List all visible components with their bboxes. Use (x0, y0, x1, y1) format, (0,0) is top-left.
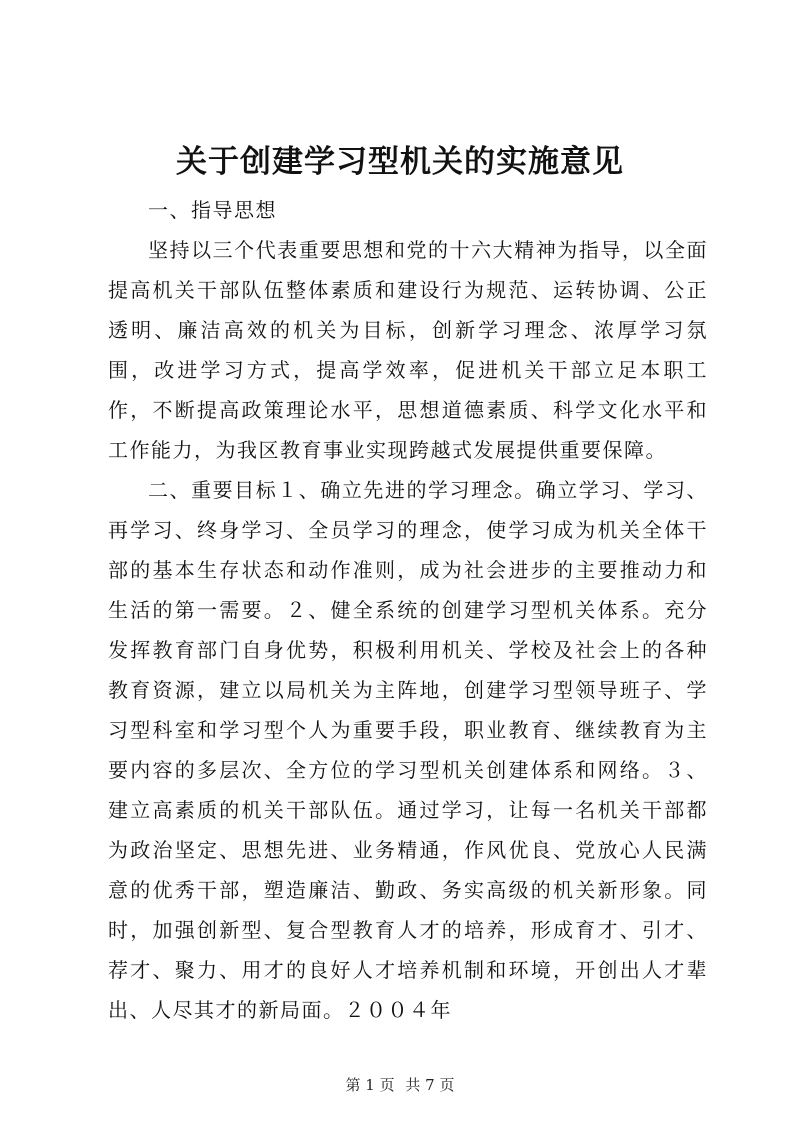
paragraph-guiding-thought: 坚持以三个代表重要思想和党的十六大精神为指导，以全面提高机关干部队伍整体素质和建设行为规范、运转协调、公正透明、廉洁高效的机关为目标，创新学习理念、浓厚学习氛围，改进学习方式，提高学效率，促进机关干部立足本职工作，不断提高政策理论水平，思想道德素质、科学文化水平和工作能力，为我区教育事业实现跨越式发展提供重要保障。 (108, 238, 708, 462)
section-heading-guiding-thought: 一、指导思想 (148, 198, 277, 222)
page-number-current: 第 1 页 (345, 1076, 395, 1094)
page-number-total: 共 7 页 (405, 1076, 455, 1094)
document-title: 关于创建学习型机关的实施意见 (176, 144, 624, 180)
document-body (108, 190, 708, 1030)
page-footer (0, 1075, 800, 1095)
paragraph-important-goals: 二、重要目标１、确立先进的学习理念。确立学习、学习、再学习、终身学习、全员学习的理念，使学习成为机关全体干部的基本生存状态和动作准则，成为社会进步的主要推动力和生活的第一需要。２、健全系统的创建学习型机关体系。充分发挥教育部门自身优势，积极利用机关、学校及社会上的各种教育资源，建立以局机关为主阵地，创建学习型领导班子、学习型科室和学习型个人为重要手段，职业教育、继续教育为主要内容的多层次、全方位的学习型机关创建体系和网络。３、建立高素质的机关干部队伍。通过学习，让每一名机关干部都为政治坚定、思想先进、业务精通，作风优良、党放心人民满意的优秀干部，塑造廉洁、勤政、务实高级的机关新形象。同时，加强创新型、复合型教育人才的培养，形成育才、引才、荐才、聚力、用才的良好人才培养机制和环境，开创出人才辈出、人尽其才的新局面。２００４年 (108, 478, 708, 1022)
